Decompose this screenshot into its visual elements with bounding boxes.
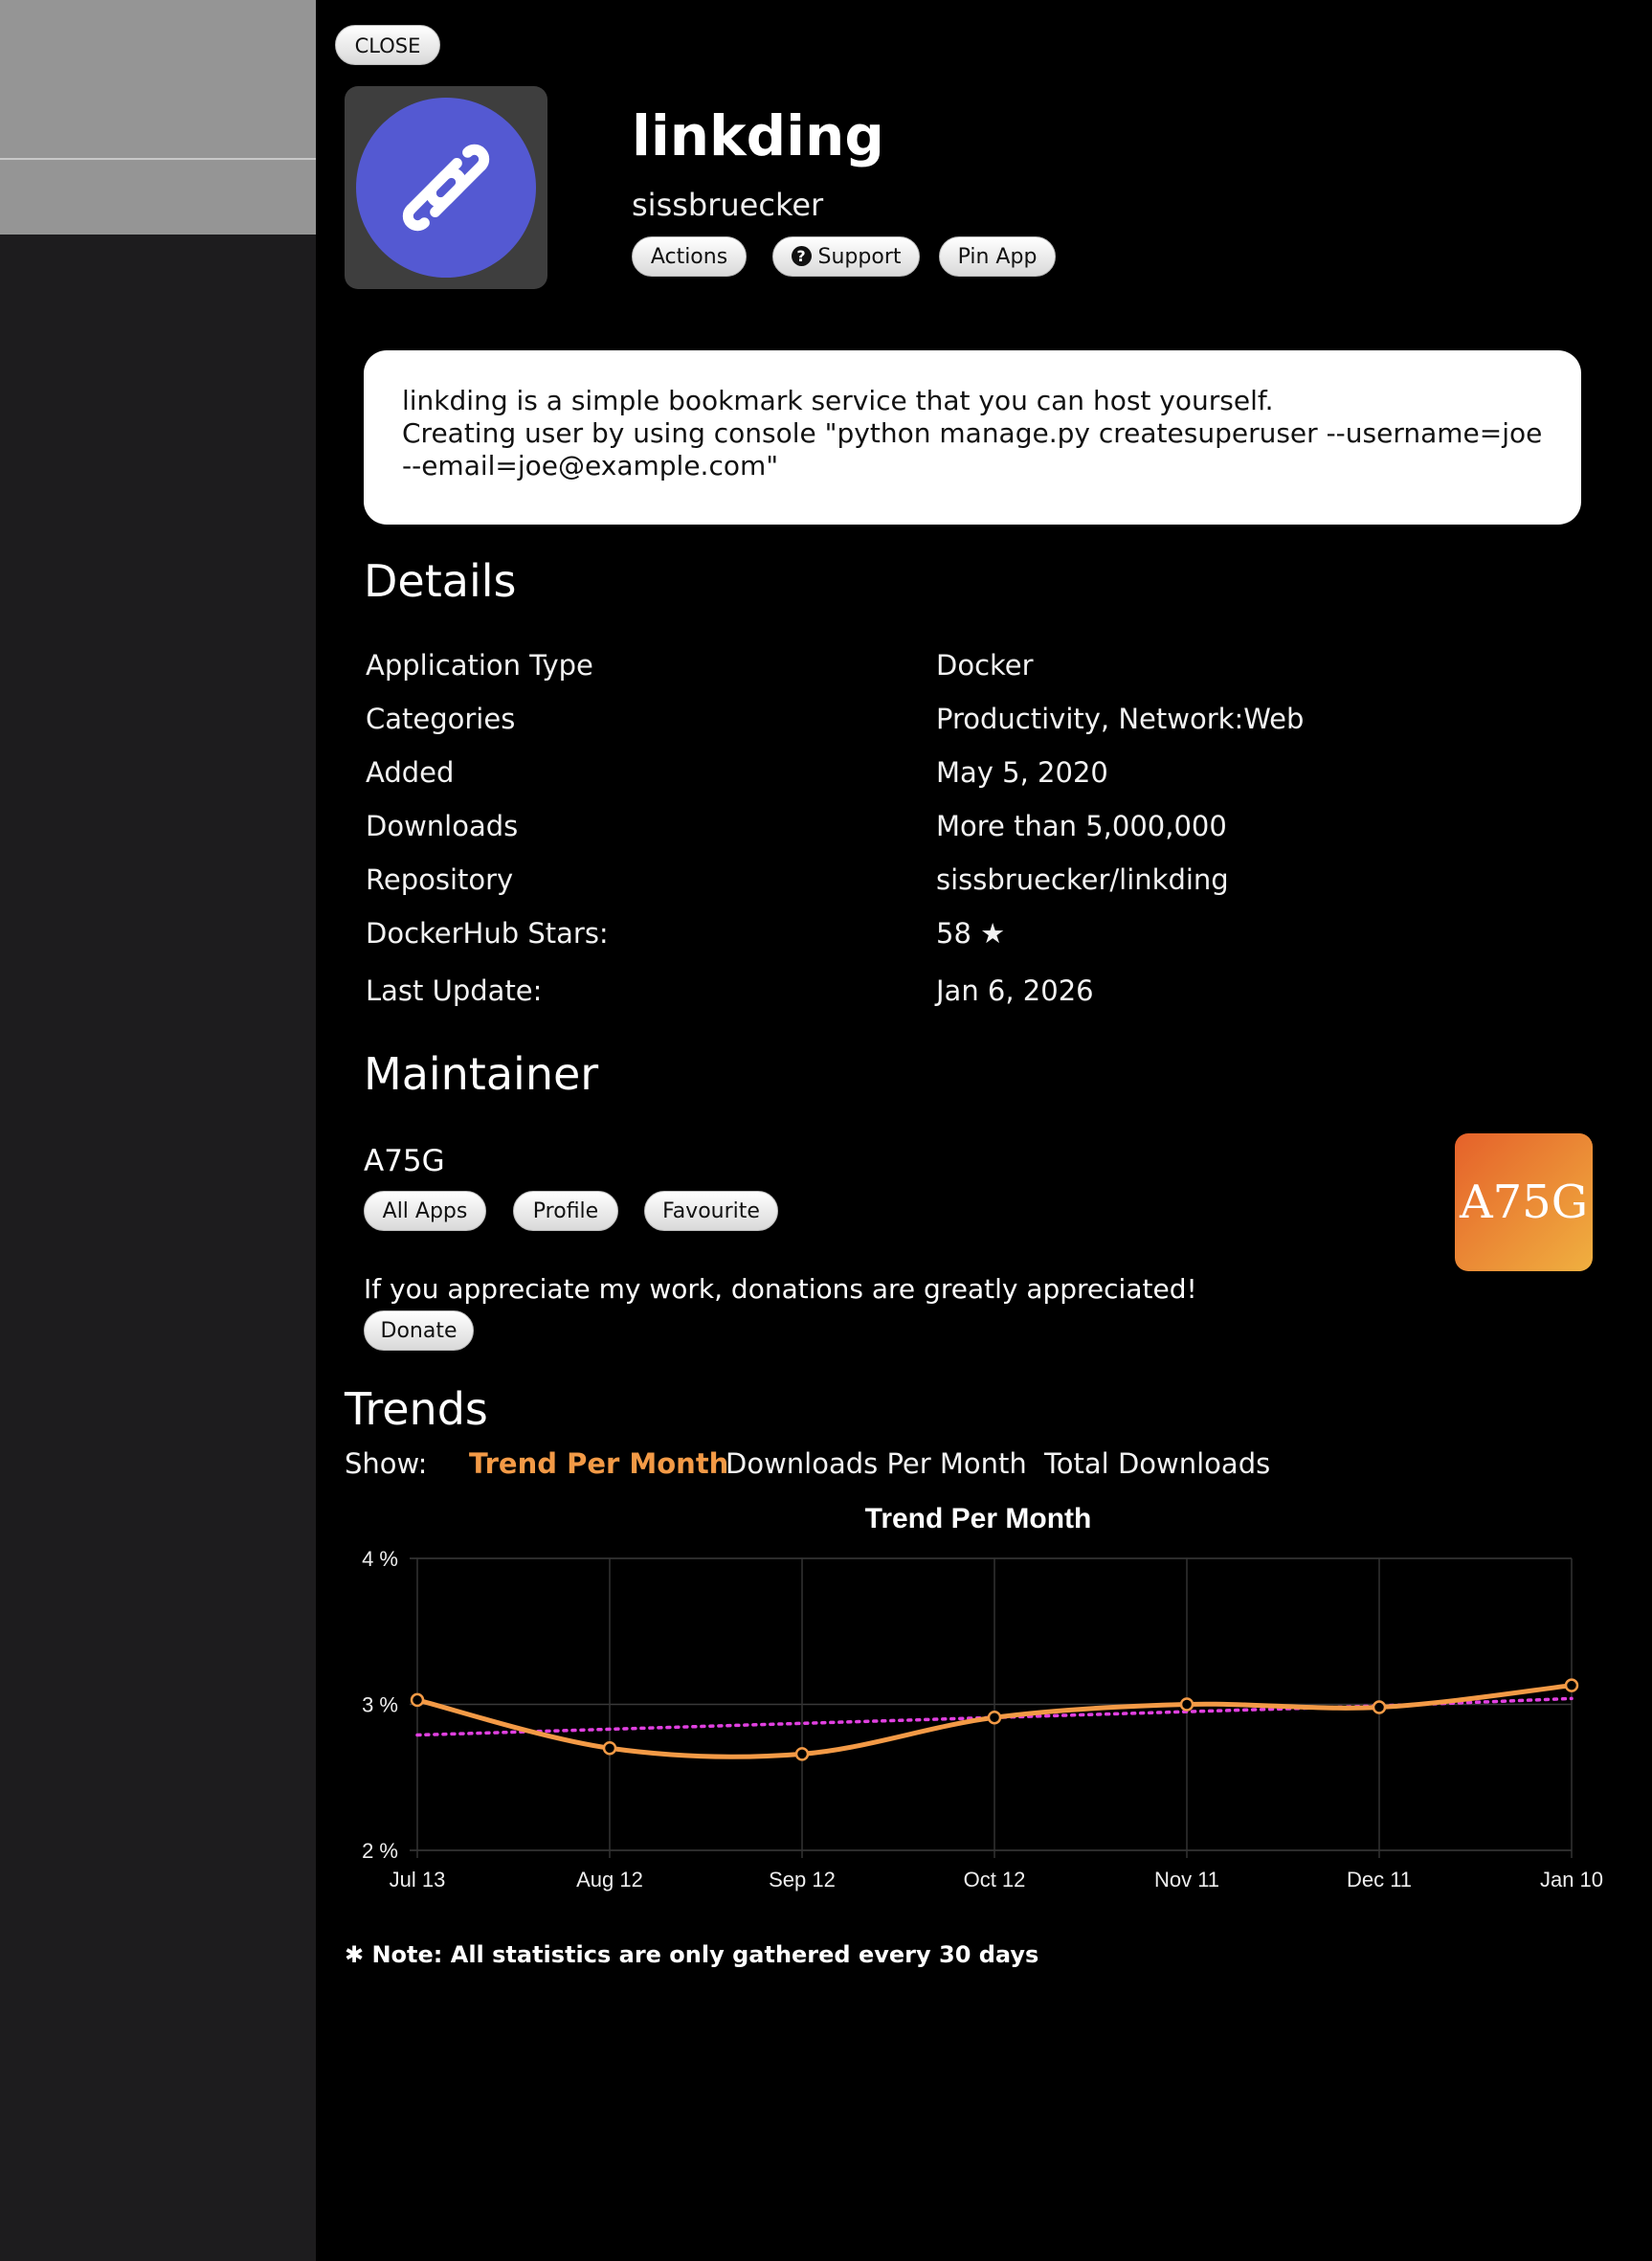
app-detail-panel: [316, 0, 1652, 2261]
y-tick-label: 2 %: [362, 1839, 398, 1863]
x-tick-label: Dec 11: [1346, 1868, 1413, 1892]
paperclip-icon: [356, 98, 536, 278]
x-tick-label: Aug 12: [576, 1868, 643, 1892]
x-tick-label: Jul 13: [389, 1868, 446, 1892]
maintainer-name: A75G: [364, 1144, 445, 1178]
x-tick-label: Oct 12: [963, 1868, 1026, 1892]
y-tick-label: 4 %: [362, 1547, 398, 1571]
x-tick-label: Jan 10: [1539, 1868, 1604, 1892]
detail-value: May 5, 2020: [936, 756, 1108, 789]
data-point: [796, 1748, 808, 1759]
question-circle-icon: ?: [792, 246, 812, 266]
x-tick-label: Nov 11: [1153, 1868, 1220, 1892]
data-point: [1566, 1680, 1577, 1691]
maintainer-logo[interactable]: A75G: [1455, 1133, 1593, 1271]
favourite-button[interactable]: Favourite: [644, 1191, 778, 1231]
detail-label: Application Type: [366, 649, 593, 682]
all-apps-button[interactable]: All Apps: [364, 1191, 486, 1231]
description-line-2: Creating user by using console "python manage.py createsuperuser --username=joe --email=joe@example.com": [402, 417, 1543, 481]
detail-label: Added: [366, 756, 455, 789]
app-icon: [345, 86, 547, 289]
detail-value: Productivity, Network:Web: [936, 703, 1305, 735]
sidebar-header-area: [0, 0, 316, 235]
pin-app-button[interactable]: Pin App: [939, 236, 1056, 277]
donate-button[interactable]: Donate: [364, 1310, 474, 1351]
close-button[interactable]: CLOSE: [335, 25, 440, 65]
data-point: [1373, 1702, 1385, 1713]
chart-title: Trend Per Month: [864, 1503, 1092, 1534]
tab-trend-per-month[interactable]: Trend Per Month: [469, 1447, 729, 1480]
app-title: linkding: [632, 103, 884, 168]
show-label: Show:: [345, 1447, 428, 1480]
support-label: Support: [817, 245, 902, 269]
description-line-1: linkding is a simple bookmark service that you can host yourself.: [402, 385, 1274, 416]
profile-button[interactable]: Profile: [513, 1191, 618, 1231]
data-point: [1181, 1699, 1193, 1711]
data-point: [989, 1712, 1000, 1723]
repository-link[interactable]: sissbruecker/linkding: [936, 863, 1229, 896]
tab-total-downloads[interactable]: Total Downloads: [1044, 1447, 1271, 1480]
statistics-note: [345, 1941, 1038, 1968]
detail-label: Categories: [366, 703, 516, 735]
actions-button[interactable]: Actions: [632, 236, 747, 277]
detail-value: Docker: [936, 649, 1034, 682]
detail-label: DockerHub Stars:: [366, 917, 609, 950]
trend-chart: [345, 1493, 1618, 1914]
donate-text: If you appreciate my work, donations are greatly appreciated!: [364, 1273, 1197, 1305]
y-tick-label: 3 %: [362, 1692, 398, 1717]
detail-label: Repository: [366, 863, 514, 896]
trends-heading: Trends: [345, 1383, 488, 1435]
detail-value: Jan 6, 2026: [936, 974, 1094, 1007]
x-tick-label: Sep 12: [769, 1868, 836, 1892]
app-author: sissbruecker: [632, 187, 824, 223]
app-icon-circle: [356, 98, 536, 278]
detail-label: Last Update:: [366, 974, 543, 1007]
left-sidebar: [0, 0, 316, 2261]
data-point: [604, 1742, 615, 1754]
data-point: [412, 1694, 423, 1706]
detail-label: Downloads: [366, 810, 519, 842]
asterisk-icon: ✱: [345, 1941, 365, 1968]
support-button[interactable]: [772, 236, 920, 277]
tab-downloads-per-month[interactable]: Downloads Per Month: [726, 1447, 1027, 1480]
note-text: Note: All statistics are only gathered every 30 days: [371, 1941, 1039, 1968]
description-card: [364, 350, 1581, 525]
maintainer-heading: Maintainer: [364, 1048, 599, 1100]
details-heading: Details: [364, 555, 517, 607]
detail-value: More than 5,000,000: [936, 810, 1227, 842]
sidebar-divider: [0, 158, 316, 160]
detail-value: 58 ★: [936, 917, 1006, 950]
